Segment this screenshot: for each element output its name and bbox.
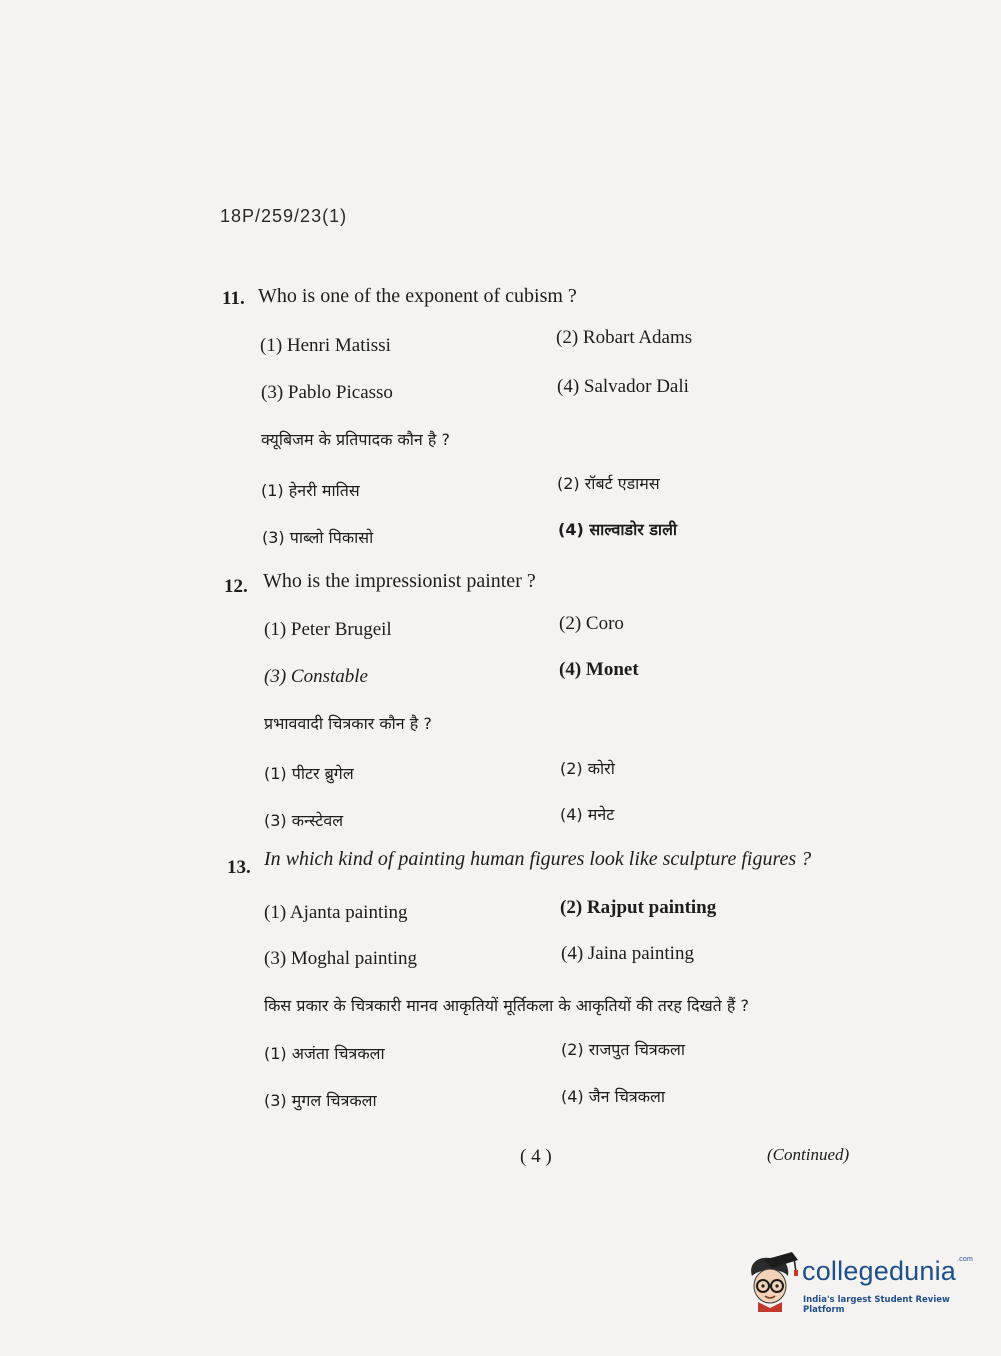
continued-label: (Continued) xyxy=(767,1145,850,1164)
option-en: (4) Salvador Dali xyxy=(557,376,689,397)
option-en: (3) Moghal painting xyxy=(264,948,418,969)
option-en: (1) Peter Brugeil xyxy=(264,619,392,640)
option-en: (1) Ajanta painting xyxy=(264,902,408,923)
option-en: (3) Pablo Picasso xyxy=(261,382,393,403)
question-text-en: In which kind of painting human figures look like sculpture figures ? xyxy=(264,848,812,870)
option-hi: (2) कोरो xyxy=(560,759,615,778)
brand-tagline: India's largest Student Review Platform xyxy=(803,1295,950,1315)
question-text-en: Who is the impressionist painter ? xyxy=(263,570,536,592)
option-hi: (3) कन्स्टेवल xyxy=(264,811,344,830)
option-en: (1) Henri Matissi xyxy=(260,335,391,356)
option-en: (4) Monet xyxy=(559,659,639,680)
option-en: (3) Constable xyxy=(264,666,368,687)
question-number: 12. xyxy=(224,576,248,597)
collegedunia-logo xyxy=(742,1250,972,1314)
question-text-en: Who is one of the exponent of cubism ? xyxy=(258,285,577,307)
option-hi: (4) साल्वाडोर डाली xyxy=(558,520,678,539)
option-en: (2) Robart Adams xyxy=(556,327,693,348)
option-hi: (4) जैन चित्रकला xyxy=(561,1087,666,1106)
page-number: ( 4 ) xyxy=(520,1146,552,1167)
brand-name: collegedunia$^{.com}$ xyxy=(802,1256,974,1286)
option-en: (4) Jaina painting xyxy=(561,943,694,964)
option-hi: (3) मुगल चित्रकला xyxy=(264,1091,377,1110)
option-hi: (1) हेनरी मातिस xyxy=(261,481,360,500)
option-hi: (3) पाब्लो पिकासो xyxy=(262,528,374,547)
question-text-hi: किस प्रकार के चित्रकारी मानव आकृतियों मूर्तिकला के आकृतियों की तरह दिखते हैं ? xyxy=(264,996,749,1015)
option-hi: (2) राजपुत चित्रकला xyxy=(561,1040,686,1059)
option-hi: (1) पीटर ब्रुगेल xyxy=(264,764,354,783)
option-hi: (1) अजंता चित्रकला xyxy=(264,1044,385,1063)
question-text-hi: प्रभाववादी चित्रकार कौन है ? xyxy=(264,714,432,733)
option-hi: (2) रॉबर्ट एडामस xyxy=(557,474,660,493)
option-en: (2) Coro xyxy=(559,613,624,634)
student-mascot-icon xyxy=(742,1250,800,1312)
question-text-hi: क्यूबिजम के प्रतिपादक कौन है ? xyxy=(261,430,450,449)
question-number: 13. xyxy=(227,857,251,878)
brand-suffix: .com xyxy=(957,1256,974,1263)
paper-code: 18P/259/23(1) xyxy=(220,206,348,226)
question-number: 11. xyxy=(222,288,245,309)
option-hi: (4) मनेट xyxy=(560,805,615,824)
option-en: (2) Rajput painting xyxy=(560,897,717,918)
